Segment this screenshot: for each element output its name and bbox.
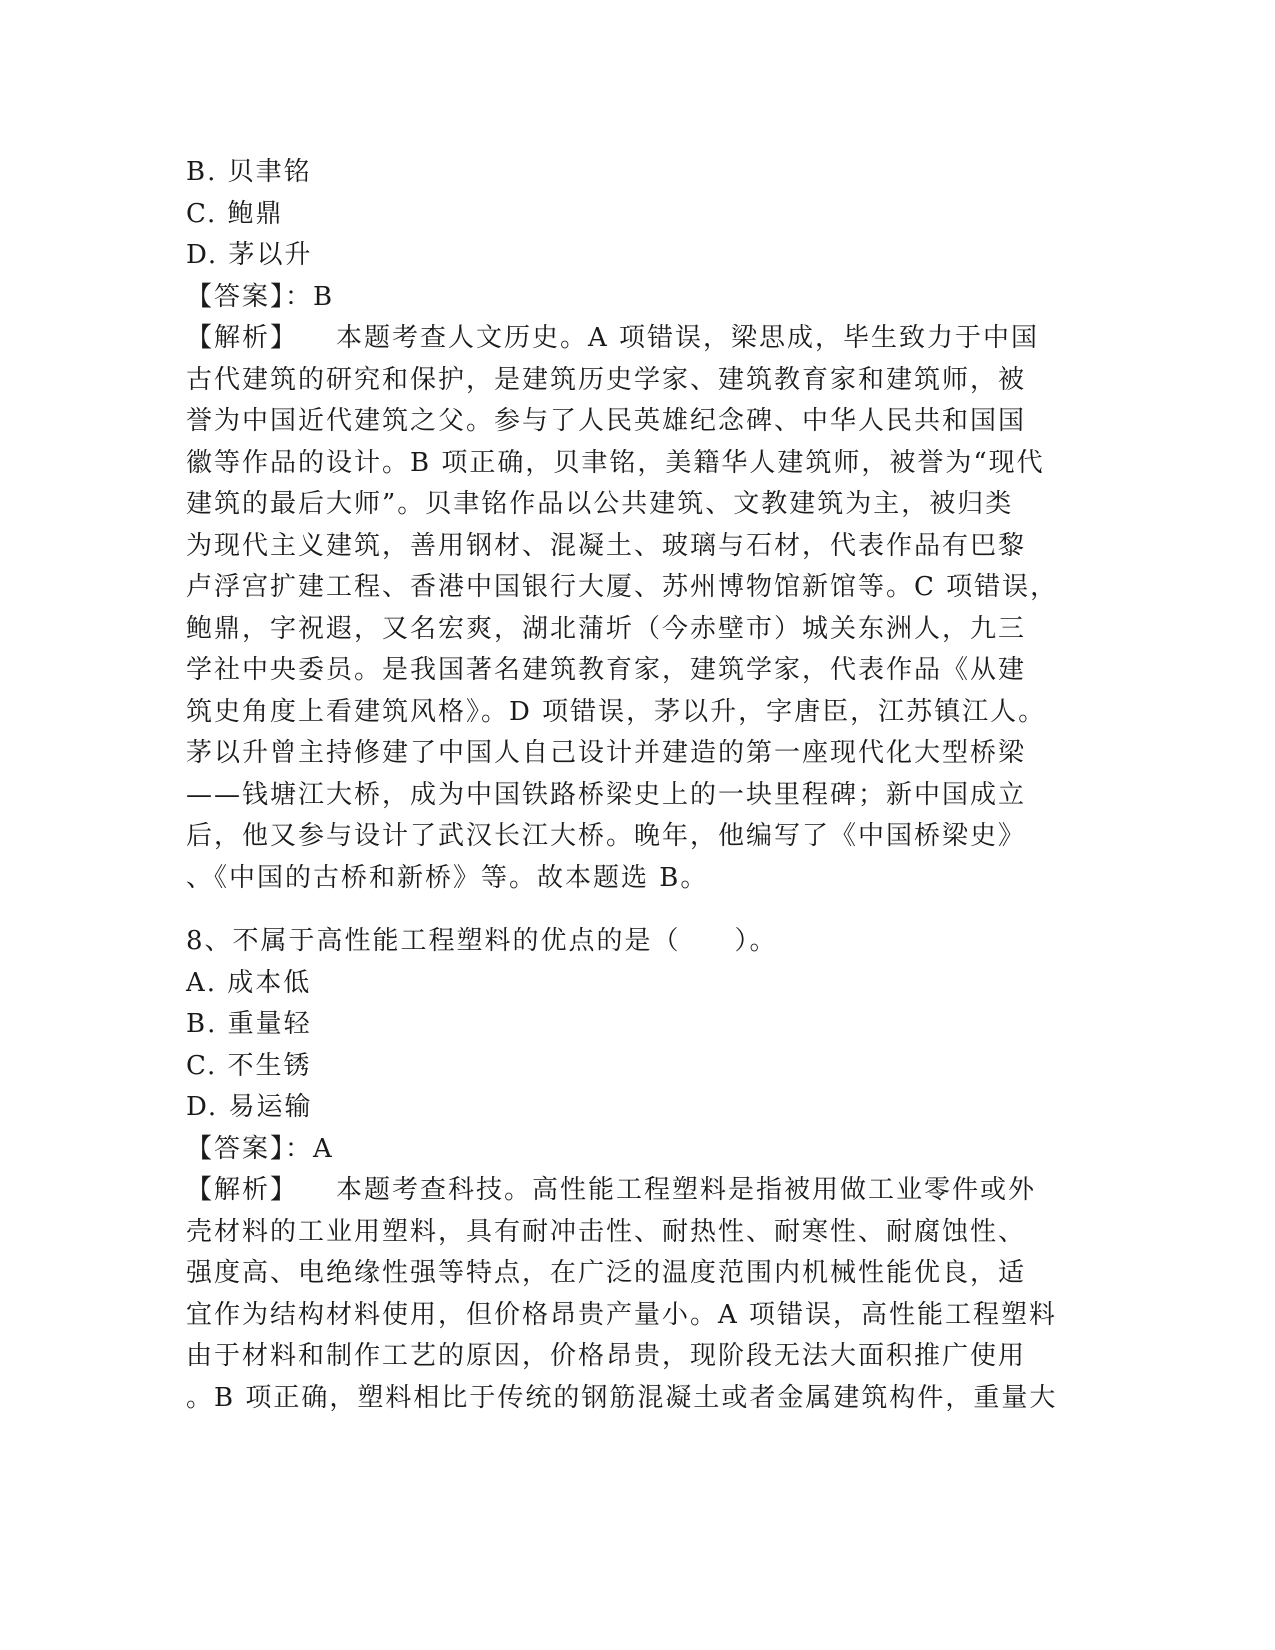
q7-analysis-text: 本题考查人文历史。A 项错误，梁思成，毕生致力于中国 [336, 323, 1040, 353]
q8-question [186, 921, 1086, 963]
q7-analysis-line: 后，他又参与设计了武汉长江大桥。晚年，他编写了《中国桥梁史》 [186, 821, 1027, 851]
q8-answer-value: A [313, 1133, 334, 1164]
q7-option-d: D. 茅以升 [186, 240, 313, 270]
q7-analysis-line: 建筑的最后大师”。贝聿铭作品以公共建筑、文教建筑为主，被归类 [186, 489, 1014, 519]
q8-answer [186, 1129, 1086, 1171]
q7-answer-label: 【答案】： [186, 281, 314, 312]
q8-option-a: A. 成本低 [186, 967, 312, 998]
q7-option-b: B. 贝聿铭 [186, 157, 312, 187]
q7-analysis-line: 卢浮宫扩建工程、香港中国银行大厦、苏州博物馆新馆等。C 项错误， [186, 572, 1059, 602]
q8-analysis-line: 宜作为结构材料使用，但价格昂贵产量小。A 项错误，高性能工程塑料 [186, 1299, 1058, 1330]
q8-option-c: C. 不生锈 [186, 1050, 312, 1081]
q8-analysis-label: 【解析】 [186, 1175, 299, 1205]
q8-analysis-text: 本题考查科技。高性能工程塑料是指被用做工业零件或外 [336, 1175, 1037, 1205]
q8-option-d: D. 易运输 [186, 1092, 313, 1122]
q8-answer-label: 【答案】： [186, 1133, 314, 1164]
q7-analysis-line: 茅以升曾主持修建了中国人自己设计并建造的第一座现代化大型桥梁 [186, 738, 1027, 768]
q7-answer-value: B [313, 281, 335, 312]
q8-analysis-line: 由于材料和制作工艺的原因，价格昂贵，现阶段无法大面积推广使用 [186, 1341, 1027, 1371]
q7-analysis-label: 【解析】 [186, 323, 299, 353]
q7-analysis-line: 学社中央委员。是我国著名建筑教育家，建筑学家，代表作品《从建 [186, 655, 1027, 685]
q7-analysis-line: 徽等作品的设计。B 项正确，贝聿铭，美籍华人建筑师，被誉为“现代 [186, 447, 1045, 478]
q7-analysis-line: ——钱塘江大桥，成为中国铁路桥梁史上的一块里程碑；新中国成立 [186, 779, 1027, 810]
q7-option-c: C. 鲍鼎 [186, 198, 284, 229]
q7-analysis-line: 古代建筑的研究和保护，是建筑历史学家、建筑教育家和建筑师，被 [186, 364, 1027, 395]
q8-analysis-first-line [186, 1170, 1086, 1212]
question-separator [186, 899, 1086, 921]
q8-option-b: B. 重量轻 [186, 1009, 312, 1039]
document-content [186, 152, 1086, 1419]
q7-analysis-line: 誉为中国近代建筑之父。参与了人民英雄纪念碑、中华人民共和国国 [186, 406, 1027, 436]
q8-analysis-line: 强度高、电绝缘性强等特点，在广泛的温度范围内机械性能优良，适 [186, 1258, 1027, 1288]
q7-answer [186, 277, 1086, 319]
q7-analysis-line: 、《中国的古桥和新桥》等。故本题选 B。 [186, 862, 709, 893]
q7-analysis-line: 鲍鼎，字祝遐，又名宏爽，湖北蒲圻（今赤壁市）城关东洲人，九三 [186, 613, 1027, 644]
q8-question-suffix: ）。 [734, 926, 778, 956]
q8-analysis-line: 。B 项正确，塑料相比于传统的钢筋混凝土或者金属建筑构件，重量大 [186, 1382, 1058, 1413]
q7-analysis-line: 筑史角度上看建筑风格》。D 项错误，茅以升，字唐臣，江苏镇江人。 [186, 696, 1047, 727]
q7-analysis-line: 为现代主义建筑，善用钢材、混凝土、玻璃与石材，代表作品有巴黎 [186, 530, 1027, 561]
q8-question-prefix: 8、不属于高性能工程塑料的优点的是（ [186, 926, 681, 956]
q8-analysis-line: 壳材料的工业用塑料，具有耐冲击性、耐热性、耐寒性、耐腐蚀性、 [186, 1216, 1027, 1247]
q7-analysis-first-line [186, 318, 1086, 360]
